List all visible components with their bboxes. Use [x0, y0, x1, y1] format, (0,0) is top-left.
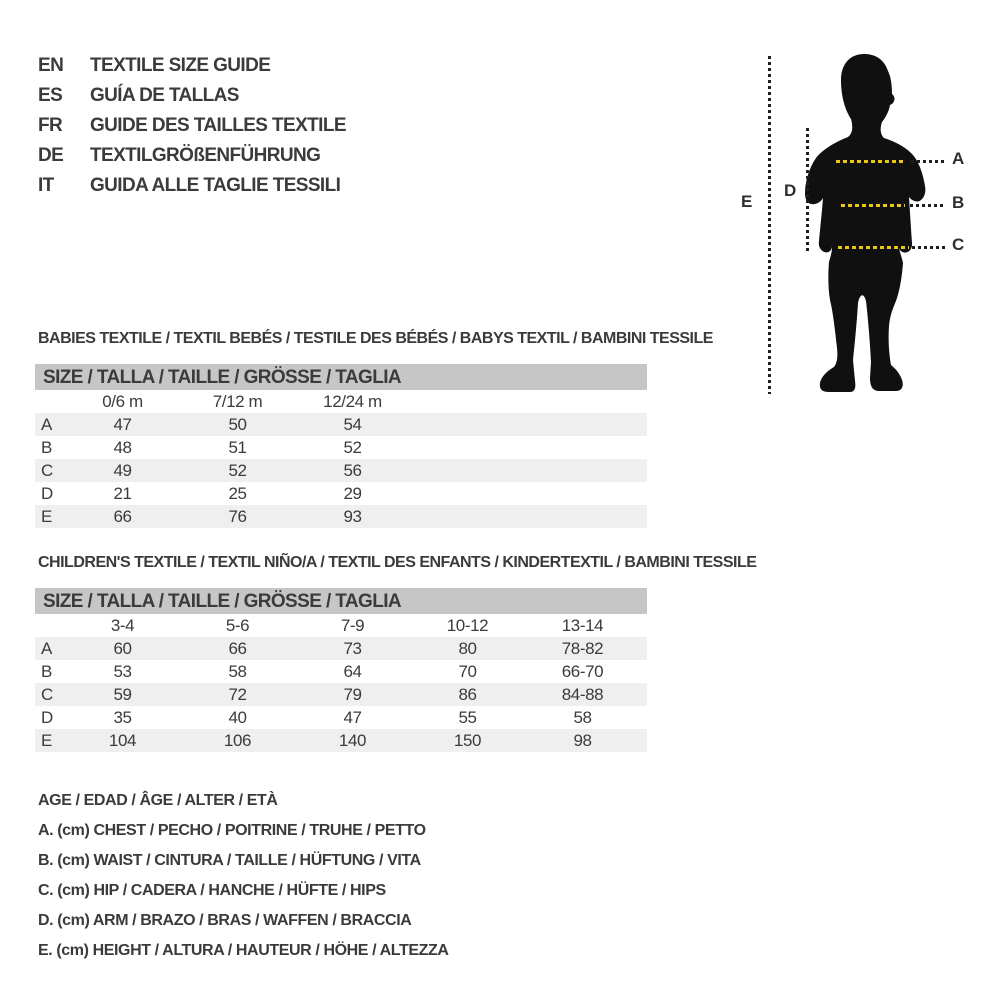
legend-hip: C. (cm) HIP / CADERA / HANCHE / HÜFTE / HIPS: [38, 882, 386, 899]
cell: 53: [113, 662, 132, 681]
table-row: [35, 413, 647, 436]
row-label: B: [41, 438, 52, 457]
row-label: E: [41, 731, 52, 750]
lang-row-fr: [38, 111, 346, 141]
babies-section-title: BABIES TEXTILE / TEXTIL BEBÉS / TESTILE DES BÉBÉS / BABYS TEXTIL / BAMBINI TESSILE: [38, 330, 713, 347]
table-row: [35, 637, 647, 660]
measure-label-b: B: [952, 193, 965, 212]
measurement-legend: [38, 786, 449, 966]
cell: 58: [228, 662, 247, 681]
filler-cell: [410, 459, 647, 482]
table-row: [35, 482, 647, 505]
filler-cell: [410, 436, 647, 459]
cell: 66-70: [561, 662, 604, 681]
lang-code: EN: [38, 55, 64, 76]
cell: 54: [343, 415, 362, 434]
cell: 73: [343, 639, 362, 658]
legend-arm: D. (cm) ARM / BRAZO / BRAS / WAFFEN / BRACCIA: [38, 912, 412, 929]
cell: 21: [113, 484, 132, 503]
cell: 58: [573, 708, 592, 727]
measure-label-a: A: [952, 149, 965, 168]
cell: 51: [228, 438, 247, 457]
cell: 98: [573, 731, 592, 750]
measure-label-c: C: [952, 235, 965, 254]
lang-row-it: [38, 171, 346, 201]
measure-line-c-hip: [838, 246, 909, 249]
children-column-header-row: [35, 614, 647, 637]
filler-cell: [410, 505, 647, 528]
lang-row-es: [38, 81, 346, 111]
lang-label: GUÍA DE TALLAS: [90, 85, 239, 106]
legend-waist: B. (cm) WAIST / CINTURA / TAILLE / HÜFTUNG / VITA: [38, 852, 421, 869]
cell: 70: [458, 662, 477, 681]
cell: 79: [343, 685, 362, 704]
cell: 140: [338, 731, 367, 750]
row-label: C: [41, 685, 53, 704]
measure-line-e: [768, 56, 771, 394]
cell: 93: [343, 507, 362, 526]
table-row: [35, 706, 647, 729]
children-section-title: CHILDREN'S TEXTILE / TEXTIL NIÑO/A / TEXTIL DES ENFANTS / KINDERTEXTIL / BAMBINI TESSILE: [38, 554, 757, 571]
cell: 29: [343, 484, 362, 503]
children-size-table: [35, 588, 647, 752]
measure-line-a-chest: [836, 160, 906, 163]
row-label: B: [41, 662, 52, 681]
lang-label: GUIDA ALLE TAGLIE TESSILI: [90, 175, 341, 196]
table-row: [35, 436, 647, 459]
row-label: A: [41, 415, 52, 434]
filler-cell: [410, 482, 647, 505]
cell: 47: [343, 708, 362, 727]
cell: 55: [458, 708, 477, 727]
cell: 106: [223, 731, 252, 750]
cell: 35: [113, 708, 132, 727]
table-row: [35, 505, 647, 528]
measure-label-d: D: [784, 181, 797, 200]
cell: 56: [343, 461, 362, 480]
table-row: [35, 683, 647, 706]
lang-label: TEXTILGRÖßENFÜHRUNG: [90, 145, 321, 166]
cell: 66: [228, 639, 247, 658]
legend-height: E. (cm) HEIGHT / ALTURA / HAUTEUR / HÖHE / ALTEZZA: [38, 942, 449, 959]
cell: 25: [228, 484, 247, 503]
filler-cell: [410, 390, 647, 413]
lang-label: GUIDE DES TAILLES TEXTILE: [90, 115, 346, 136]
column-header: 5-6: [225, 616, 250, 635]
cell: 80: [458, 639, 477, 658]
cell: 64: [343, 662, 362, 681]
corner-cell: [35, 614, 65, 637]
cell: 49: [113, 461, 132, 480]
cell: 86: [458, 685, 477, 704]
measure-label-e: E: [741, 192, 753, 211]
row-label: E: [41, 507, 52, 526]
children-size-header: SIZE / TALLA / TAILLE / GRÖSSE / TAGLIA: [35, 588, 647, 614]
cell: 50: [228, 415, 247, 434]
column-header: 7/12 m: [212, 392, 263, 411]
babies-size-header: SIZE / TALLA / TAILLE / GRÖSSE / TAGLIA: [35, 364, 647, 390]
lang-row-de: [38, 141, 346, 171]
measure-line-d: [806, 128, 809, 251]
column-header: 10-12: [446, 616, 489, 635]
lang-code: IT: [38, 175, 54, 196]
lang-label: TEXTILE SIZE GUIDE: [90, 55, 271, 76]
table-row: [35, 729, 647, 752]
cell: 84-88: [561, 685, 604, 704]
legend-chest: A. (cm) CHEST / PECHO / POITRINE / TRUHE / PETTO: [38, 822, 426, 839]
column-header: 7-9: [340, 616, 365, 635]
column-header: 12/24 m: [323, 392, 382, 411]
row-label: A: [41, 639, 52, 658]
cell: 150: [453, 731, 482, 750]
cell: 40: [228, 708, 247, 727]
cell: 52: [228, 461, 247, 480]
lang-code: ES: [38, 85, 63, 106]
lang-code: FR: [38, 115, 63, 136]
babies-size-table: [35, 364, 647, 528]
column-header: 3-4: [110, 616, 135, 635]
cell: 66: [113, 507, 132, 526]
cell: 78-82: [561, 639, 604, 658]
measure-line-b-waist: [841, 204, 905, 207]
measure-leader-a: [911, 160, 945, 163]
measure-leader-b: [910, 204, 945, 207]
legend-age: AGE / EDAD / ÂGE / ALTER / ETÀ: [38, 792, 278, 809]
language-header: [38, 51, 346, 201]
cell: 104: [108, 731, 137, 750]
cell: 60: [113, 639, 132, 658]
table-row: [35, 660, 647, 683]
child-silhouette-icon: [800, 50, 930, 395]
cell: 72: [228, 685, 247, 704]
cell: 59: [113, 685, 132, 704]
corner-cell: [35, 390, 65, 413]
lang-code: DE: [38, 145, 64, 166]
row-label: D: [41, 708, 53, 727]
row-label: D: [41, 484, 53, 503]
babies-column-header-row: [35, 390, 647, 413]
table-row: [35, 459, 647, 482]
column-header: 13-14: [561, 616, 604, 635]
column-header: 0/6 m: [102, 392, 143, 411]
measure-leader-c: [912, 246, 945, 249]
row-label: C: [41, 461, 53, 480]
cell: 52: [343, 438, 362, 457]
cell: 48: [113, 438, 132, 457]
cell: 47: [113, 415, 132, 434]
cell: 76: [228, 507, 247, 526]
lang-row-en: [38, 51, 346, 81]
filler-cell: [410, 413, 647, 436]
